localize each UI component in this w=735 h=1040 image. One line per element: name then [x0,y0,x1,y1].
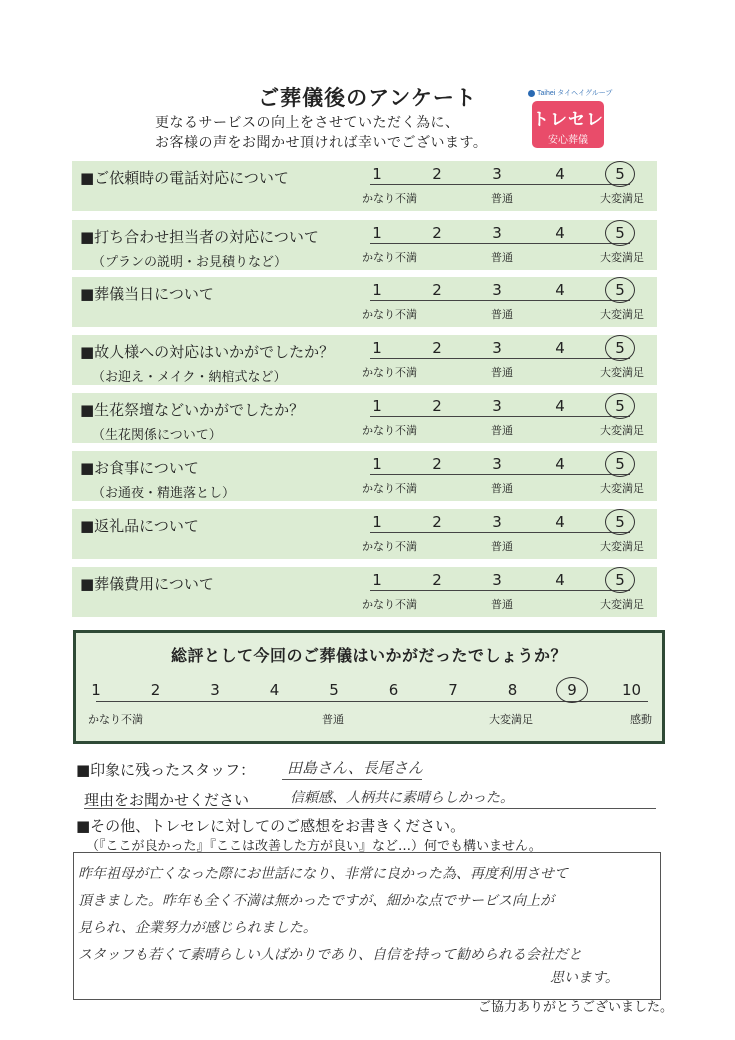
rating-option-3[interactable]: 3 [492,455,502,473]
scale-label-high: 大変満足 [600,366,644,379]
rating-option-2[interactable]: 2 [432,224,442,242]
overall-option-8[interactable]: 8 [507,681,518,699]
question-row [72,220,657,270]
scale-line [370,590,630,591]
selected-answer-circle [605,509,635,535]
scale-line [370,532,630,533]
question-row [72,335,657,385]
question-row [72,277,657,327]
rating-option-4[interactable]: 4 [555,455,565,473]
rating-option-2[interactable]: 2 [432,339,442,357]
comment-box[interactable] [73,852,661,1000]
scale-label-high: 大変満足 [600,192,644,205]
question-title: ■打ち合わせ担当者の対応について [80,228,319,246]
overall-label-mid: 普通 [322,713,344,726]
scale-label-mid: 普通 [491,540,513,553]
rating-option-3[interactable]: 3 [492,165,502,183]
rating-option-4[interactable]: 4 [555,397,565,415]
scale-line [370,474,630,475]
rating-option-5[interactable]: 5 [615,571,625,589]
overall-option-1[interactable]: 1 [91,681,101,699]
selected-answer-circle [605,393,635,419]
scale-label-low: かなり不満 [362,598,417,611]
rating-option-2[interactable]: 2 [432,571,442,589]
rating-option-4[interactable]: 4 [555,281,565,299]
scale-line [370,243,630,244]
intro-line-1: 更なるサービスの向上をさせていただく為に、 [155,115,460,131]
question-title: ■葬儀当日について [80,285,214,303]
rating-option-5[interactable]: 5 [615,397,625,415]
question-title: ■故人様への対応はいかがでしたか？ [80,343,335,361]
rating-option-1[interactable]: 1 [372,339,382,357]
rating-option-1[interactable]: 1 [372,571,382,589]
staff-label: ■印象に残ったスタッフ： [76,761,256,779]
question-title: ■返礼品について [80,517,199,535]
scale-label-low: かなり不満 [362,482,417,495]
overall-label-top: 感動 [630,713,652,726]
rating-option-1[interactable]: 1 [372,281,382,299]
rating-option-4[interactable]: 4 [555,339,565,357]
overall-option-5[interactable]: 5 [329,681,339,699]
question-title: ■葬儀費用について [80,575,214,593]
rating-option-3[interactable]: 3 [492,224,502,242]
overall-title: 総評として今回のご葬儀はいかがだったでしょうか？ [170,646,567,665]
scale-label-high: 大変満足 [600,424,644,437]
overall-option-2[interactable]: 2 [150,681,161,699]
comment-line-5: 思います。 [550,970,619,986]
comment-line-1: 昨年祖母が亡くなった際にお世話になり、非常に良かった為、再度利用させて [78,866,568,882]
rating-option-3[interactable]: 3 [492,339,502,357]
question-row [72,509,657,559]
rating-option-4[interactable]: 4 [555,224,565,242]
rating-option-5[interactable]: 5 [615,339,625,357]
overall-option-3[interactable]: 3 [210,681,220,699]
selected-answer-circle [605,220,635,246]
thanks-text: ご協力ありがとうございました。 [478,1000,674,1015]
scale-label-low: かなり不満 [362,192,417,205]
scale-label-high: 大変満足 [600,482,644,495]
rating-option-3[interactable]: 3 [492,281,502,299]
scale-label-mid: 普通 [491,424,513,437]
question-row [72,451,657,501]
question-title: ■ご依頼時の電話対応について [80,169,289,187]
scale-line [370,416,630,417]
scale-label-low: かなり不満 [362,540,417,553]
logo-group [528,88,636,98]
comment-line-3: 見られ、企業努力が感じられました。 [78,920,317,936]
selected-answer-circle [605,567,635,593]
page-title: ご葬儀後のアンケート [258,86,477,110]
overall-option-4[interactable]: 4 [269,681,280,699]
scale-line [370,184,630,185]
scale-label-high: 大変満足 [600,308,644,321]
scale-label-high: 大変満足 [600,598,644,611]
rating-option-2[interactable]: 2 [432,397,442,415]
overall-option-9[interactable]: 9 [567,681,577,699]
comment-line-4: スタッフも若くて素晴らしい人ばかりであり、自信を持って勧められる会社だと [78,947,582,963]
scale-label-mid: 普通 [491,598,513,611]
question-row [72,393,657,443]
scale-label-mid: 普通 [491,308,513,321]
other-sub: （『ここが良かった』『ここは改善した方が良い』など…）何でも構いません。 [86,839,542,854]
question-sub: （生花関係について） [92,428,222,443]
rating-option-3[interactable]: 3 [492,513,502,531]
selected-answer-circle [605,451,635,477]
staff-value[interactable]: 田島さん、長尾さん [287,759,423,777]
reason-underline [84,808,656,809]
rating-option-2[interactable]: 2 [432,513,442,531]
question-sub: （プランの説明・お見積りなど） [92,255,288,270]
rating-option-5[interactable]: 5 [615,281,625,299]
logo-sub: 安心葬儀 [548,135,588,146]
rating-option-5[interactable]: 5 [615,165,625,183]
overall-selected-circle [556,677,588,703]
taihei-mark-icon [528,90,535,97]
rating-option-5[interactable]: 5 [615,455,625,473]
scale-label-low: かなり不満 [362,424,417,437]
rating-option-1[interactable]: 1 [372,165,382,183]
rating-option-2[interactable]: 2 [432,165,442,183]
rating-option-1[interactable]: 1 [372,224,382,242]
question-sub: （お通夜・精進落とし） [92,486,236,501]
question-title: ■お食事について [80,459,199,477]
rating-option-3[interactable]: 3 [492,397,502,415]
staff-underline [282,779,422,780]
overall-rating [73,630,665,744]
question-sub: （お迎え・メイク・納棺式など） [92,370,287,385]
rating-option-4[interactable]: 4 [555,513,565,531]
rating-option-1[interactable]: 1 [372,513,382,531]
overall-label-low: かなり不満 [88,713,143,726]
question-row [72,161,657,211]
scale-label-mid: 普通 [491,482,513,495]
rating-option-2[interactable]: 2 [432,455,442,473]
selected-answer-circle [605,277,635,303]
scale-label-high: 大変満足 [600,251,644,264]
logo-badge [532,101,604,148]
rating-option-5[interactable]: 5 [615,513,625,531]
rating-option-4[interactable]: 4 [555,165,565,183]
rating-option-4[interactable]: 4 [555,571,565,589]
reason-label: 理由をお聞かせください [84,791,250,809]
tresele-logo [528,88,636,148]
question-title: ■生花祭壇などいかがでしたか？ [80,401,305,419]
scale-line [370,300,630,301]
reason-value[interactable]: 信頼感、人柄共に素晴らしかった。 [290,790,514,806]
logo-brand: トレセレ [532,110,604,130]
intro-text [155,113,487,153]
scale-label-high: 大変満足 [600,540,644,553]
overall-option-6[interactable]: 6 [388,681,399,699]
rating-option-3[interactable]: 3 [492,571,502,589]
scale-label-low: かなり不満 [362,366,417,379]
intro-line-2: お客様の声をお聞かせ頂ければ幸いでございます。 [155,135,488,151]
overall-label-high: 大変満足 [489,713,533,726]
logo-group-text: Taihei タイヘイグループ [537,90,613,97]
scale-label-mid: 普通 [491,251,513,264]
scale-line [370,358,630,359]
rating-option-1[interactable]: 1 [372,455,382,473]
overall-option-7[interactable]: 7 [448,681,458,699]
rating-option-2[interactable]: 2 [432,281,442,299]
selected-answer-circle [605,161,635,187]
scale-label-low: かなり不満 [362,308,417,321]
question-row [72,567,657,617]
comment-line-2: 頂きました。昨年も全く不満は無かったですが、細かな点でサービス向上が [78,893,554,909]
rating-option-5[interactable]: 5 [615,224,625,242]
selected-answer-circle [605,335,635,361]
overall-option-10[interactable]: 10 [621,681,642,699]
scale-label-mid: 普通 [491,192,513,205]
rating-option-1[interactable]: 1 [372,397,382,415]
other-label: ■その他、トレセレに対してのご感想をお書きください。 [76,817,466,835]
scale-label-mid: 普通 [491,366,513,379]
scale-label-low: かなり不満 [362,251,417,264]
